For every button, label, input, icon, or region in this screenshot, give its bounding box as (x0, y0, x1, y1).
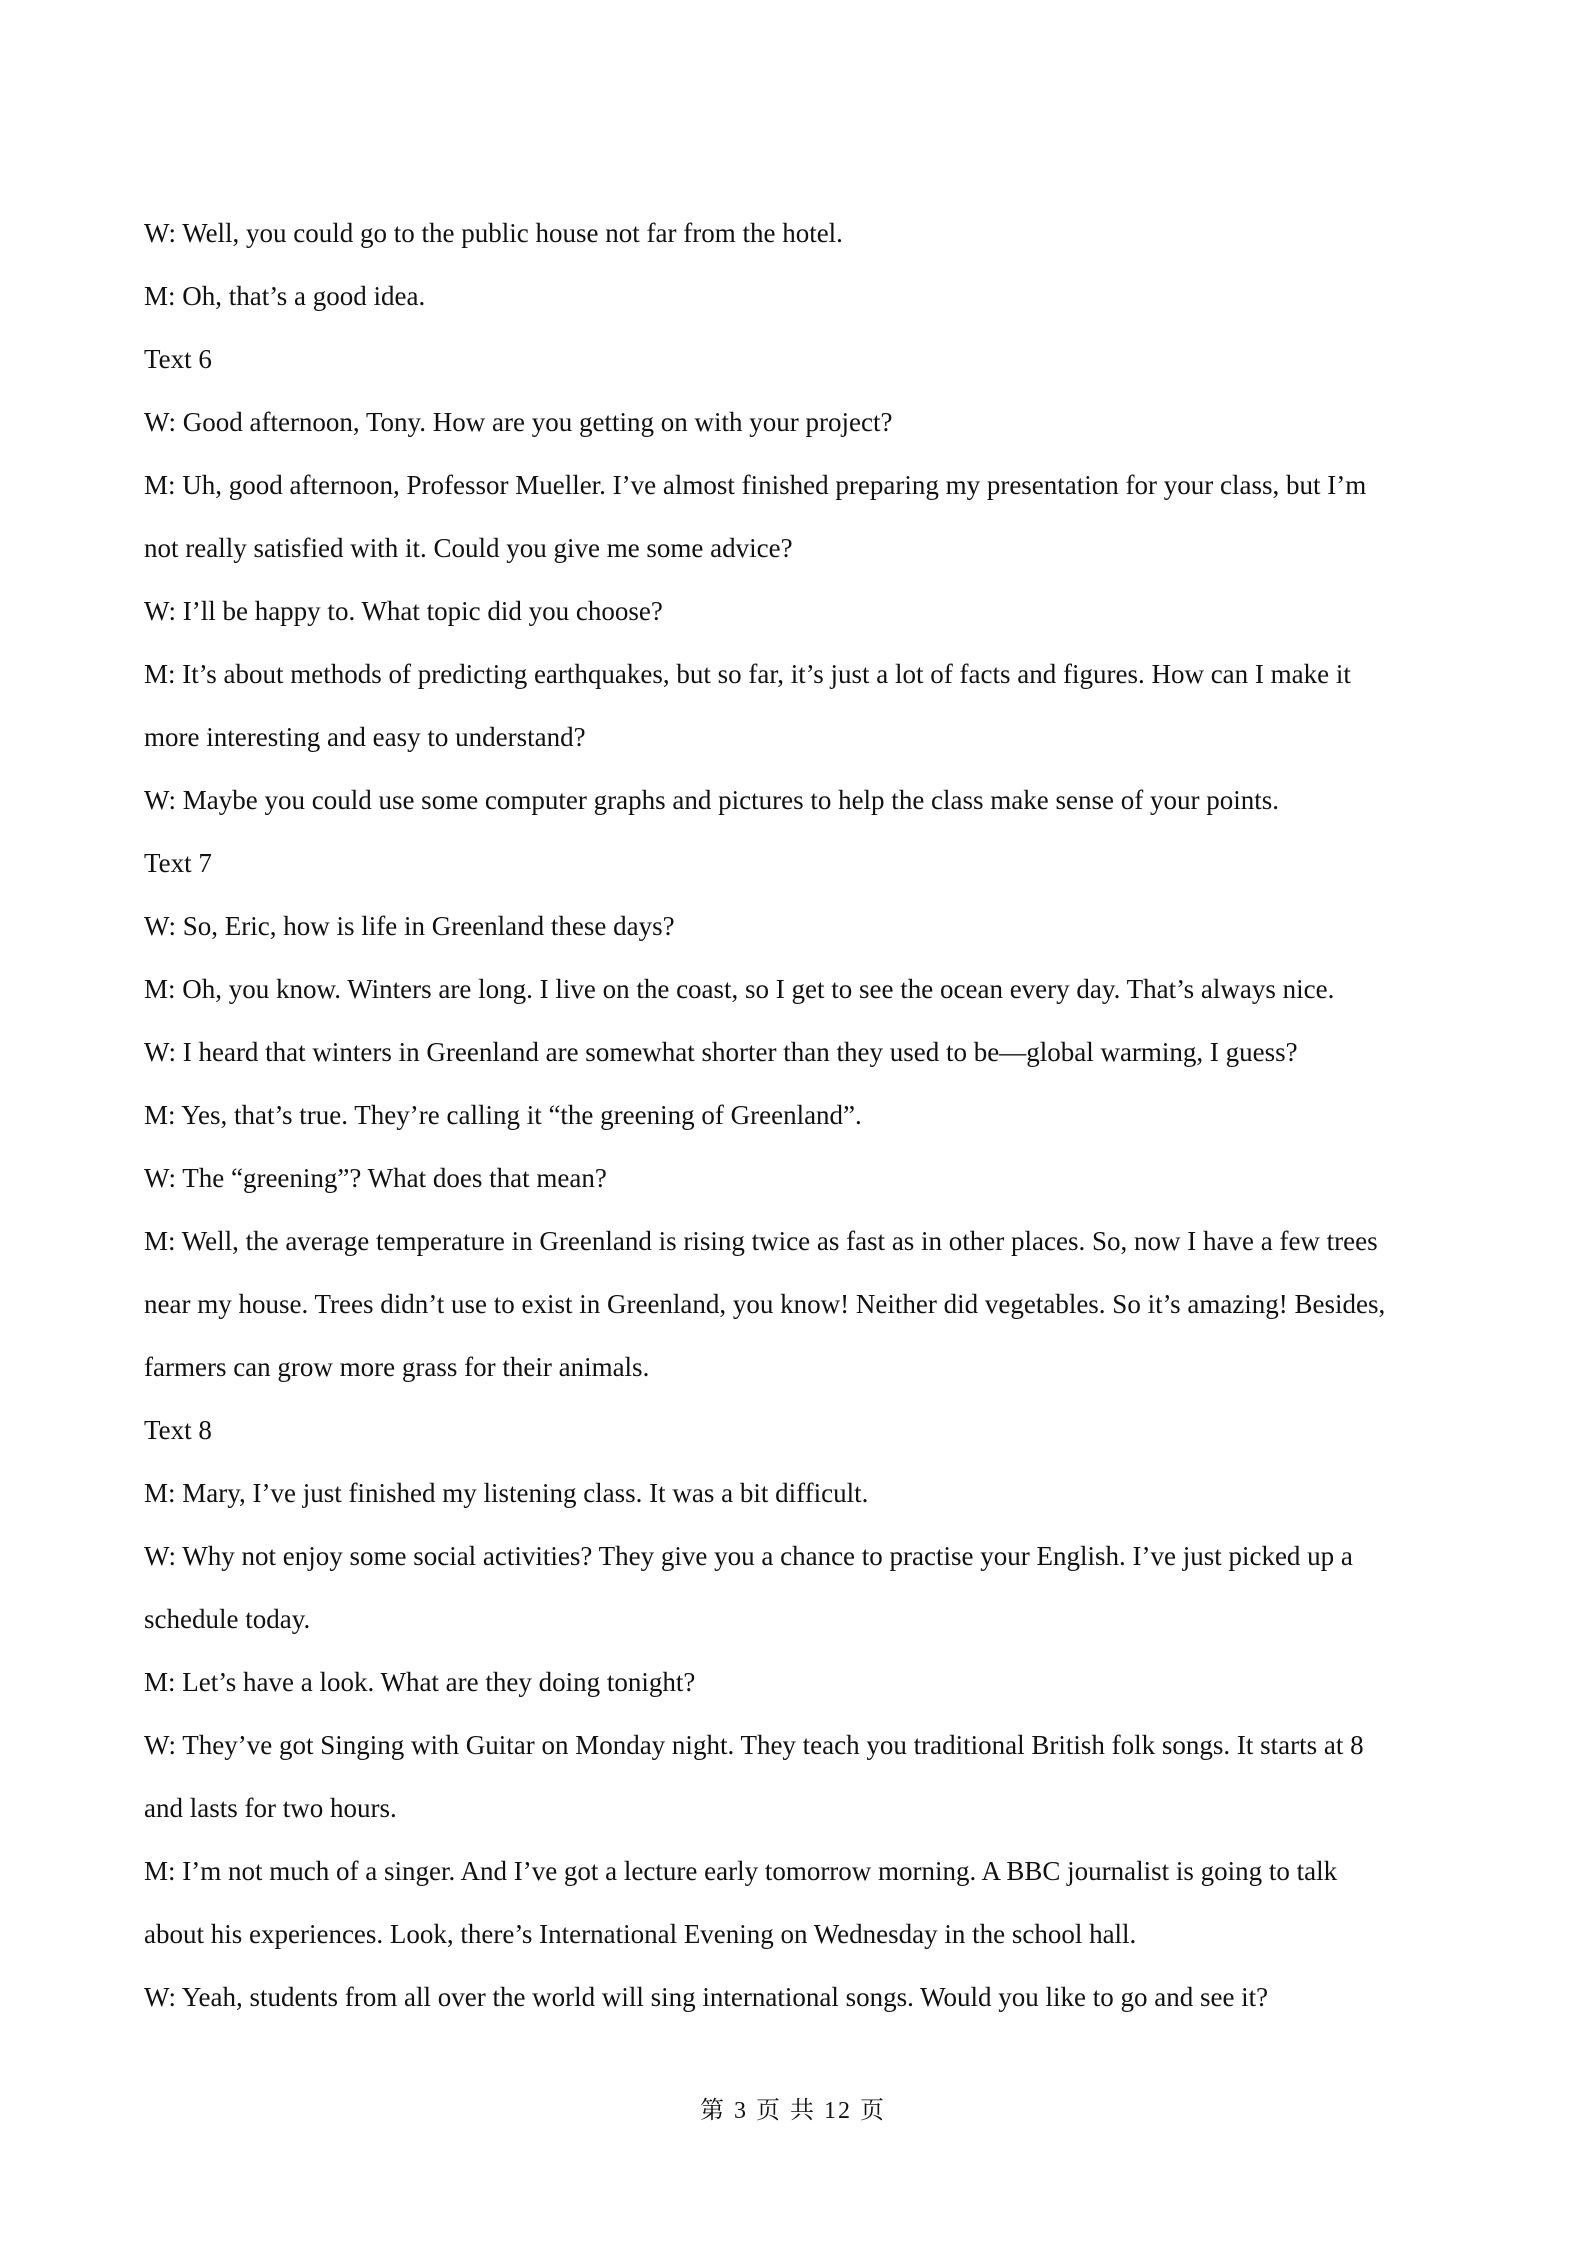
text-line: W: Good afternoon, Tony. How are you getting on with your project? (144, 407, 893, 437)
text-line: W: They’ve got Singing with Guitar on Monday night. They teach you traditional British folk songs. It starts at 8 (144, 1730, 1364, 1760)
text-line: W: The “greening”? What does that mean? (144, 1163, 607, 1193)
page-footer: 第 3 页 共 12 页 (700, 2098, 886, 2124)
text-line: M: It’s about methods of predicting earthquakes, but so far, it’s just a lot of facts and figures. How can I make it (144, 659, 1351, 689)
text-line: M: Oh, that’s a good idea. (144, 281, 426, 311)
text-line: schedule today. (144, 1604, 311, 1634)
text-line: M: Mary, I’ve just finished my listening class. It was a bit difficult. (144, 1478, 869, 1508)
text-line: M: Let’s have a look. What are they doing tonight? (144, 1667, 696, 1697)
transcript-body (144, 202, 1444, 2029)
text-line: M: I’m not much of a singer. And I’ve got a lecture early tomorrow morning. A BBC journalist is going to talk (144, 1856, 1338, 1886)
text-line: about his experiences. Look, there’s International Evening on Wednesday in the school hall. (144, 1919, 1137, 1949)
text-line: W: Yeah, students from all over the world will sing international songs. Would you like to go and see it? (144, 1982, 1269, 2012)
section-heading: Text 7 (144, 848, 212, 878)
section-heading: Text 6 (144, 344, 212, 374)
text-line: W: Maybe you could use some computer graphs and pictures to help the class make sense of your points. (144, 785, 1279, 815)
text-line: W: So, Eric, how is life in Greenland these days? (144, 911, 675, 941)
text-line: W: Well, you could go to the public house not far from the hotel. (144, 218, 843, 248)
text-line: W: Why not enjoy some social activities? They give you a chance to practise your English. I’ve just picked up a (144, 1541, 1353, 1571)
text-line: not really satisfied with it. Could you give me some advice? (144, 533, 793, 563)
text-line: M: Uh, good afternoon, Professor Mueller. I’ve almost finished preparing my presentation for your class, but I’m (144, 470, 1367, 500)
text-line: and lasts for two hours. (144, 1793, 397, 1823)
text-line: more interesting and easy to understand? (144, 722, 586, 752)
text-line: M: Oh, you know. Winters are long. I live on the coast, so I get to see the ocean every day. That’s always nice. (144, 974, 1335, 1004)
section-heading: Text 8 (144, 1415, 212, 1445)
text-line: near my house. Trees didn’t use to exist in Greenland, you know! Neither did vegetables. So it’s amazing! Besides, (144, 1289, 1386, 1319)
text-line: M: Yes, that’s true. They’re calling it “the greening of Greenland”. (144, 1100, 862, 1130)
text-line: M: Well, the average temperature in Greenland is rising twice as fast as in other places. So, now I have a few trees (144, 1226, 1378, 1256)
text-line: W: I’ll be happy to. What topic did you choose? (144, 596, 663, 626)
text-line: farmers can grow more grass for their animals. (144, 1352, 650, 1382)
text-line: W: I heard that winters in Greenland are somewhat shorter than they used to be—global warming, I guess? (144, 1037, 1298, 1067)
